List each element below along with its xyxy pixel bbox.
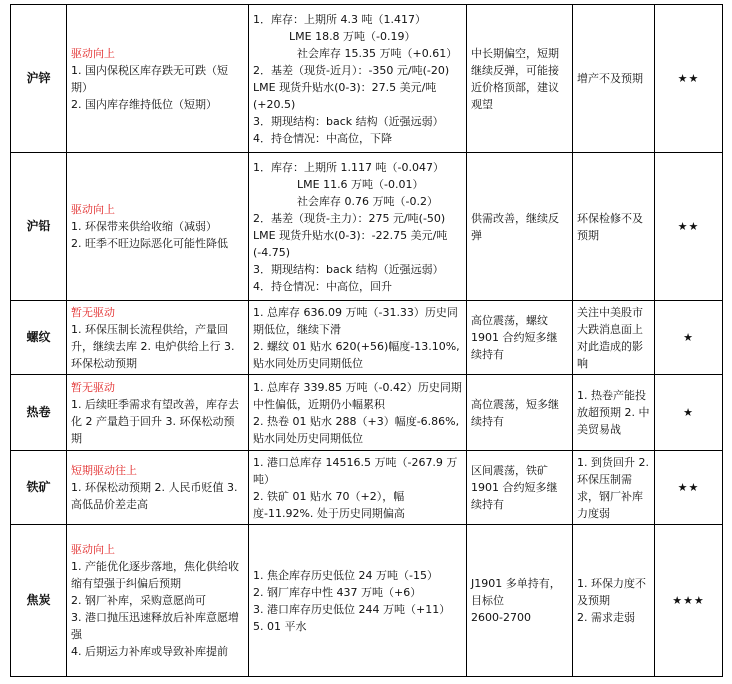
data-line: LME 18.8 万吨（-0.19） <box>289 29 416 43</box>
risk-cell: 增产不及预期 <box>573 5 655 153</box>
view-line: 2600-2700 <box>471 611 531 624</box>
driver-label: 驱动向上 <box>71 203 115 216</box>
commodity-name: 沪铅 <box>11 153 67 301</box>
driver-line: 4. 后期运力补库或导致补库提前 <box>71 645 228 658</box>
data-line: 4．持仓情况：中高位，回升 <box>253 279 392 293</box>
data-line: 1．库存：上期所 1.117 吨（-0.047） <box>253 160 444 174</box>
risk-line: 2. 需求走弱 <box>577 611 635 624</box>
data-line: 3．期现结构：back 结构（近强远弱） <box>253 114 444 128</box>
data-line: 1. 焦企库存历史低位 24 万吨（-15） <box>253 568 438 582</box>
driver-cell <box>67 5 249 153</box>
data-line: 社会库存 15.35 万吨（+0.61） <box>297 46 458 60</box>
view-cell: 供需改善，继续反弹 <box>467 153 573 301</box>
risk-cell: 1. 热卷产能投放超预期 2. 中美贸易战 <box>573 375 655 451</box>
driver-label: 驱动向上 <box>71 46 115 60</box>
risk-cell: 环保检修不及预期 <box>573 153 655 301</box>
driver-label: 暂无驱动 <box>71 305 115 319</box>
risk-cell <box>573 525 655 677</box>
data-line: 5. 01 平水 <box>253 619 307 633</box>
driver-label: 驱动向上 <box>71 543 115 556</box>
commodity-name: 热卷 <box>11 375 67 451</box>
data-line: 2. 热卷 01 贴水 288（+3）幅度-6.86%, 贴水同处历史同期低位 <box>253 414 460 445</box>
data-line: LME 11.6 万吨（-0.01） <box>297 177 424 191</box>
driver-label: 暂无驱动 <box>71 380 115 394</box>
commodity-name: 铁矿 <box>11 451 67 525</box>
data-line: 4．持仓情况：中高位，下降 <box>253 131 392 145</box>
commodity-name: 螺纹 <box>11 301 67 375</box>
table-row <box>11 375 723 451</box>
table-row <box>11 5 723 153</box>
driver-line: 2. 旺季不旺边际恶化可能性降低 <box>71 237 228 250</box>
driver-label: 短期驱动往上 <box>71 464 137 477</box>
driver-line: 2. 国内库存维持低位（短期） <box>71 97 217 111</box>
data-cell <box>249 301 467 375</box>
rating-stars: ★ <box>655 375 723 451</box>
driver-line: 1. 环保压制长流程供给，产量回升，继续去库 <box>71 322 228 353</box>
data-line: 1. 总库存 339.85 万吨（-0.42）历史同期中性偏低，近期仍小幅累积 <box>253 380 462 411</box>
data-line: 1．库存：上期所 4.3 吨（1.417） <box>253 12 426 26</box>
table-row <box>11 153 723 301</box>
driver-cell <box>67 525 249 677</box>
driver-line: 1. 环保松动预期 <box>71 481 151 494</box>
view-cell: 中长期偏空，短期继续反弹，可能接近价格顶部，建议观望 <box>467 5 573 153</box>
commodity-name: 沪锌 <box>11 5 67 153</box>
driver-line: 2 产量趋于回升 <box>85 414 162 428</box>
data-line: 社会库存 0.76 万吨（-0.2） <box>297 194 438 208</box>
data-line: 2．基差（现货-近月）：-350 元/吨(-20) <box>253 63 450 77</box>
driver-line: 1. 国内保税区库存跌无可跌（短期） <box>71 63 228 94</box>
data-cell <box>249 525 467 677</box>
risk-cell: 1. 到货回升 2. 环保压制需求，钢厂补库力度弱 <box>573 451 655 525</box>
rating-stars: ★★ <box>655 5 723 153</box>
driver-line: 2. 钢厂补库，采购意愿尚可 <box>71 594 206 607</box>
data-cell <box>249 451 467 525</box>
commodity-strategy-table <box>10 4 723 677</box>
view-cell <box>467 525 573 677</box>
view-line: 目标位 <box>471 594 504 607</box>
driver-cell <box>67 375 249 451</box>
table-row <box>11 301 723 375</box>
risk-line: 1. 环保力度不及预期 <box>577 577 646 607</box>
data-cell <box>249 5 467 153</box>
table-row <box>11 451 723 525</box>
driver-line: 1. 环保带来供给收缩（减弱） <box>71 220 217 233</box>
data-line: 3．期现结构：back 结构（近强远弱） <box>253 262 444 276</box>
commodity-name: 焦炭 <box>11 525 67 677</box>
data-cell <box>249 375 467 451</box>
driver-line: 1. 后续旺季需求有望改善，库存去化 <box>71 397 239 428</box>
data-line: 2. 铁矿 01 贴水 70（+2），幅度-11.92%. 处于历史同期偏高 <box>253 489 405 520</box>
rating-stars: ★★★ <box>655 525 723 677</box>
driver-line: 3. 港口抛压迅速释放后补库意愿增强 <box>71 611 239 641</box>
data-line: LME 现货升贴水(0-3)：-22.75 美元/吨(-4.75) <box>253 228 448 259</box>
table-row <box>11 525 723 677</box>
view-cell: 高位震荡，短多继续持有 <box>467 375 573 451</box>
view-cell: 区间震荡，铁矿1901 合约短多继续持有 <box>467 451 573 525</box>
rating-stars: ★ <box>655 301 723 375</box>
data-line: 1. 总库存 636.09 万吨（-31.33）历史同期低位，继续下滑 <box>253 305 458 336</box>
data-line: 1. 港口总库存 14516.5 万吨（-267.9 万吨） <box>253 455 458 486</box>
risk-cell: 关注中美股市大跌消息面上对此造成的影响 <box>573 301 655 375</box>
data-line: 2．基差（现货-主力）：275 元/吨(-50) <box>253 211 446 225</box>
data-line: LME 现货升贴水(0-3)：27.5 美元/吨(+20.5) <box>253 80 437 111</box>
driver-cell <box>67 451 249 525</box>
rating-stars: ★★ <box>655 451 723 525</box>
rating-stars: ★★ <box>655 153 723 301</box>
driver-cell <box>67 153 249 301</box>
driver-cell <box>67 301 249 375</box>
driver-line: 2. 电炉供给上行 <box>140 339 221 353</box>
driver-line: 3. 环保松动预期 <box>71 339 235 370</box>
driver-line: 2. 人民币贬值 <box>154 481 224 494</box>
data-line: 2. 螺纹 01 贴水 620(+56)幅度-13.10%, 贴水同处历史同期低位 <box>253 339 460 370</box>
data-line: 2. 钢厂库存中性 437 万吨（+6） <box>253 585 422 599</box>
driver-line: 3. 高低品价差走高 <box>71 481 238 511</box>
data-cell <box>249 153 467 301</box>
data-line: 3. 港口库存历史低位 244 万吨（+11） <box>253 602 451 616</box>
view-line: J1901 多单持有， <box>471 577 561 590</box>
driver-line: 1. 产能优化逐步落地，焦化供给收缩有望强于纠偏后预期 <box>71 560 239 590</box>
driver-line: 3. 环保松动预期 <box>71 414 235 445</box>
view-cell: 高位震荡，螺纹1901 合约短多继续持有 <box>467 301 573 375</box>
